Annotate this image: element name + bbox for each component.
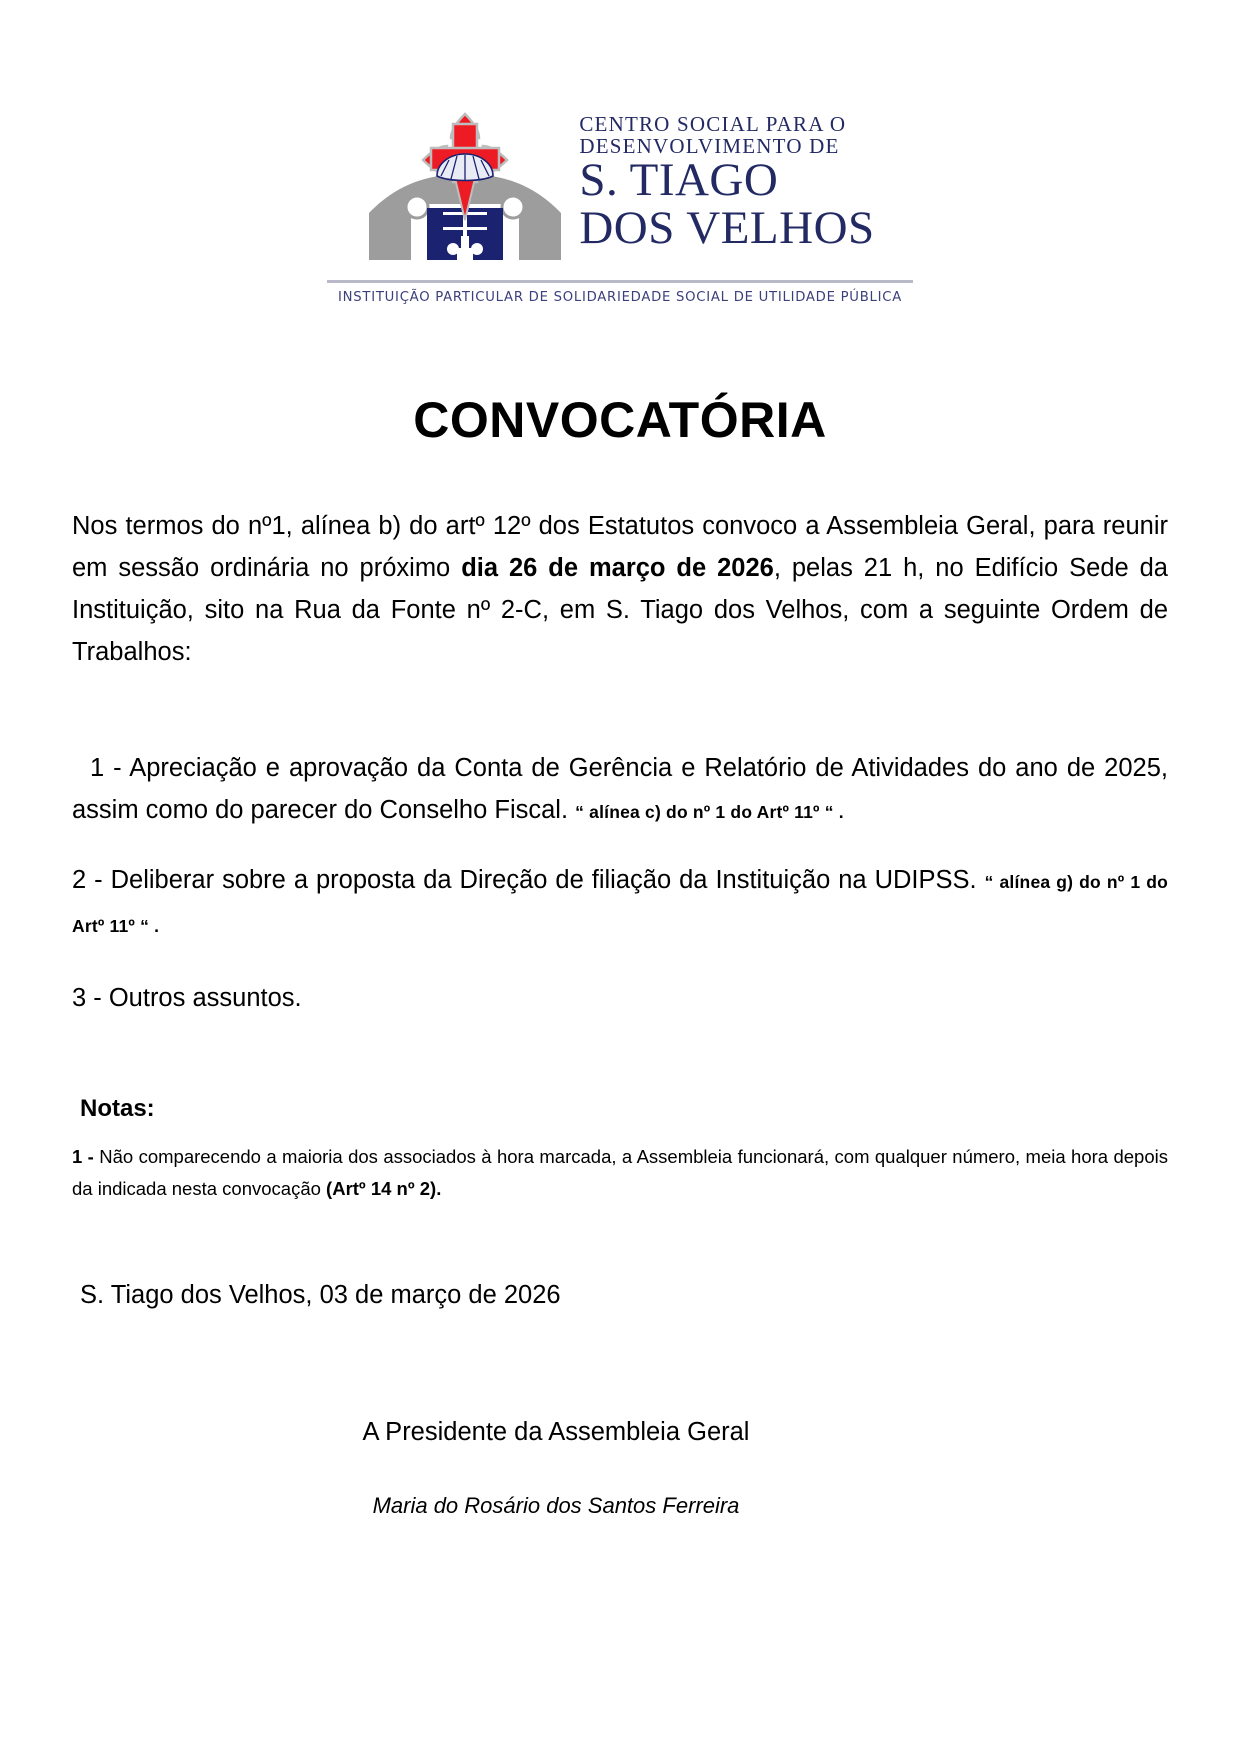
notes-text: Não comparecendo a maioria dos associados à hora marcada, a Assembleia funcionará, com qualquer número, meia hora depois da indicada nesta convocação	[72, 1146, 1168, 1199]
document-body	[0, 505, 1240, 1519]
lead-part-1: Nos termos do nº1, alínea b) do artº 12º dos Estatutos convoco a Assembleia Geral, para reunir em sessão ordinária no próximo	[72, 512, 1168, 582]
notes-paragraph	[72, 1141, 1168, 1205]
notes-heading: Notas:	[80, 1094, 155, 1122]
agenda-item-1	[72, 747, 1168, 833]
notes-article-ref: (Artº 14 nº 2).	[326, 1178, 442, 1199]
notes-number: 1 -	[72, 1146, 100, 1167]
agenda-item-3: 3 - Outros assuntos.	[72, 983, 302, 1012]
agenda-item-1-citation: “ alínea c) do nº 1 do Artº 11º “ .	[575, 802, 844, 822]
agenda-list	[72, 747, 1168, 1019]
logo-line-1: CENTRO SOCIAL PARA O	[579, 112, 847, 137]
agenda-item-2-text: 2 - Deliberar sobre a proposta da Direção de filiação da Instituição na UDIPSS.	[72, 865, 985, 894]
notes-section	[72, 1095, 1168, 1206]
lead-part-2: , pelas 21 h, no Edifício Sede da Instituição, sito na Rua da Fonte nº 2-C, em S. Tiago dos Velhos, com a seguinte Ordem de Trabalhos:	[72, 554, 1168, 666]
logo-tagline: INSTITUIÇÃO PARTICULAR DE SOLIDARIEDADE SOCIAL DE UTILIDADE PÚBLICA	[338, 290, 902, 305]
logo-wordmark	[579, 113, 874, 273]
lead-paragraph	[72, 505, 1168, 673]
logo-divider	[327, 280, 913, 283]
signatory-role: A Presidente da Assembleia Geral	[362, 1418, 750, 1446]
cross-shell-building-emblem	[365, 108, 565, 273]
letterhead	[0, 0, 1240, 305]
agenda-item-1-text: 1 - Apreciação e aprovação da Conta de Gerência e Relatório de Atividades do ano de 2025, assim como do parecer do Conselho Fiscal.	[72, 754, 1168, 824]
agenda-item-2	[72, 859, 1168, 947]
logo-line-4: DOS VELHOS	[579, 202, 875, 255]
place-and-date: S. Tiago dos Velhos, 03 de março de 2026	[80, 1281, 561, 1309]
lead-meeting-date: dia 26 de março de 2026	[461, 554, 774, 582]
agenda-item-2-citation: “ alínea g) do nº 1 do Artº 11º “ .	[72, 871, 1168, 936]
logo-line-3: S. TIAGO	[579, 154, 779, 207]
logo-row	[365, 108, 874, 273]
signature-block	[72, 1418, 1168, 1519]
signatory-name: Maria do Rosário dos Santos Ferreira	[372, 1493, 740, 1518]
logo-line-2: DESENVOLVIMENTO DE	[579, 134, 840, 159]
page-title: CONVOCATÓRIA	[413, 392, 827, 448]
